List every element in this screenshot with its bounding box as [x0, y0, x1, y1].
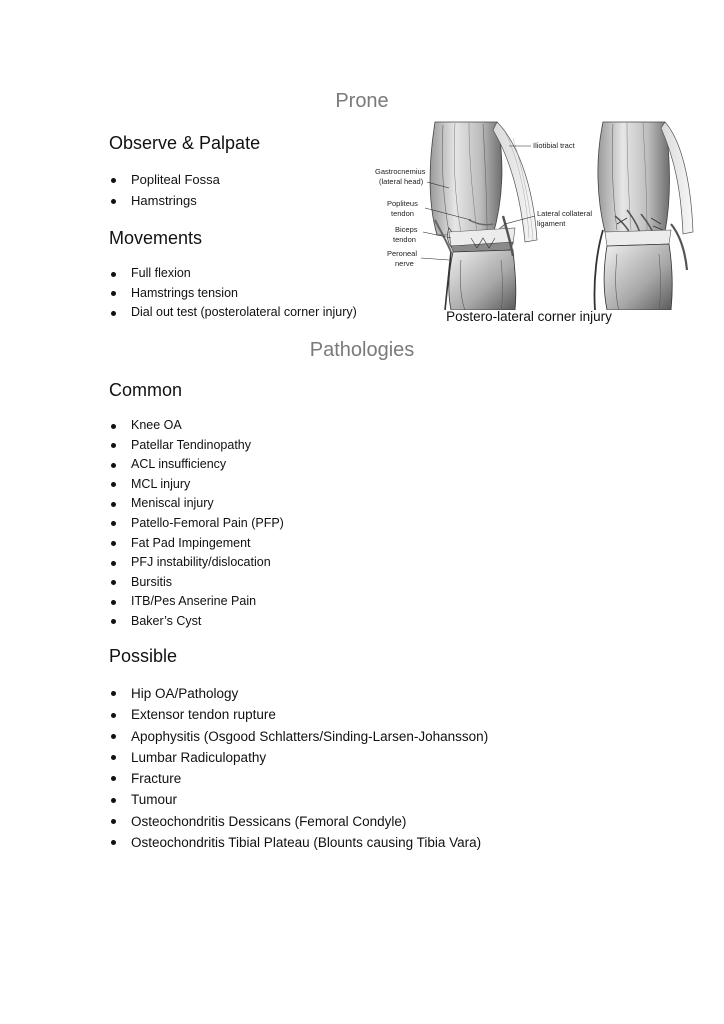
- figure-caption: Postero-lateral corner injury: [446, 309, 612, 324]
- section-title-prone: Prone: [335, 90, 389, 112]
- heading-movements: Movements: [109, 228, 203, 248]
- list-item: ITB/Pes Anserine Pain: [109, 592, 284, 612]
- list-item: Lumbar Radiculopathy: [109, 747, 488, 768]
- heading-observe-palpate: Observe & Palpate: [109, 133, 261, 153]
- list-item: Osteochondritis Tibial Plateau (Blounts causing Tibia Vara): [109, 832, 488, 853]
- list-item: Dial out test (posterolateral corner injury): [109, 303, 357, 323]
- list-item: Popliteal Fossa: [109, 170, 220, 191]
- knee-anatomy-drawing: [365, 120, 695, 310]
- list-item: Knee OA: [109, 416, 284, 436]
- label-biceps-sub: tendon: [393, 235, 416, 244]
- list-item: Full flexion: [109, 264, 357, 284]
- list-item: Hip OA/Pathology: [109, 683, 488, 704]
- movements-list: [109, 264, 357, 323]
- label-lateral-collateral-sub: ligament: [537, 219, 566, 228]
- observe-list: [109, 170, 220, 211]
- label-peroneal: Peroneal: [387, 249, 418, 258]
- list-item: Extensor tendon rupture: [109, 704, 488, 725]
- heading-possible: Possible: [109, 646, 178, 666]
- label-popliteus-sub: tendon: [391, 209, 414, 218]
- list-item: Osteochondritis Dessicans (Femoral Condyle): [109, 811, 488, 832]
- list-item: Hamstrings: [109, 191, 220, 212]
- label-gastrocnemius-sub: (lateral head): [379, 177, 424, 186]
- label-gastrocnemius: Gastrocnemius: [375, 167, 426, 176]
- list-item: Hamstrings tension: [109, 284, 357, 304]
- label-iliotibial-tract: Iliotibial tract: [533, 141, 575, 150]
- right-knee-view: [594, 122, 693, 310]
- list-item: MCL injury: [109, 475, 284, 495]
- list-item: Meniscal injury: [109, 494, 284, 514]
- knee-anatomy-illustration: [365, 120, 695, 310]
- label-biceps: Biceps: [395, 225, 418, 234]
- common-list: [109, 416, 284, 632]
- list-item: Patellar Tendinopathy: [109, 436, 284, 456]
- list-item: Patello-Femoral Pain (PFP): [109, 514, 284, 534]
- section-title-pathologies: Pathologies: [309, 339, 415, 361]
- list-item: Bursitis: [109, 573, 284, 593]
- list-item: ACL insufficiency: [109, 455, 284, 475]
- list-item: Baker’s Cyst: [109, 612, 284, 632]
- possible-list: [109, 683, 488, 853]
- heading-common: Common: [109, 380, 183, 400]
- list-item: Apophysitis (Osgood Schlatters/Sinding-Larsen-Johansson): [109, 726, 488, 747]
- left-knee-view: [430, 122, 537, 310]
- label-lateral-collateral: Lateral collateral: [537, 209, 593, 218]
- list-item: Fat Pad Impingement: [109, 534, 284, 554]
- label-peroneal-sub: nerve: [395, 259, 414, 268]
- label-popliteus: Popliteus: [387, 199, 418, 208]
- list-item: Fracture: [109, 768, 488, 789]
- list-item: Tumour: [109, 789, 488, 810]
- list-item: PFJ instability/dislocation: [109, 553, 284, 573]
